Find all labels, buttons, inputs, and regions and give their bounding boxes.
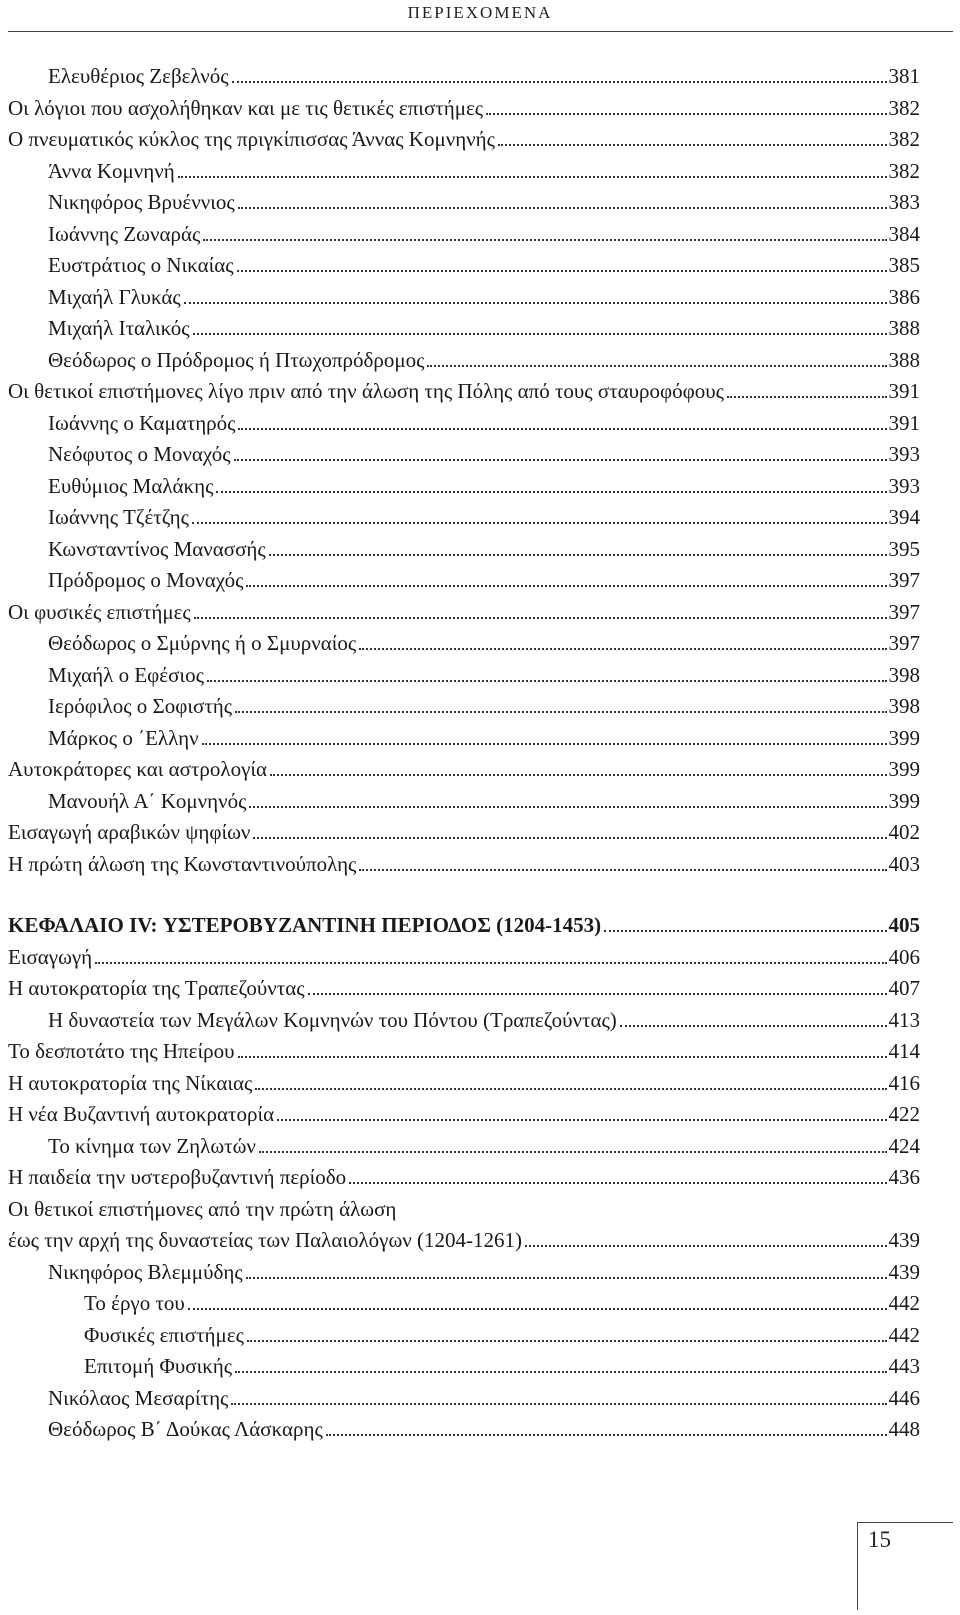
toc-entry [8, 1323, 920, 1355]
toc-entry [8, 1354, 920, 1386]
dot-leader [216, 491, 886, 493]
running-header: ΠΕΡΙΕΧΟΜΕΝΑ [407, 3, 553, 22]
page-number: 15 [868, 1527, 891, 1552]
toc-entry-title: Θεόδωρος ο Πρόδρομος ή Πτωχοπρόδρομος [48, 347, 425, 372]
toc-entry [8, 316, 920, 348]
toc-entry-page: 402 [888, 820, 920, 844]
dot-leader [238, 207, 887, 209]
toc-entry [8, 379, 920, 411]
toc-entry-page: 393 [888, 473, 920, 498]
toc-entry-page: 398 [888, 694, 920, 718]
dot-leader [207, 680, 887, 682]
toc-entry-page: 388 [888, 347, 920, 372]
dot-leader [359, 648, 886, 650]
toc-entry-page: 391 [888, 379, 920, 403]
toc-entry-page: 399 [888, 757, 920, 781]
toc-entry-page: 405 [888, 913, 920, 937]
toc-entry-page: 416 [888, 1070, 920, 1095]
toc-entry [8, 1071, 920, 1103]
dot-leader [349, 1182, 886, 1184]
dot-leader [427, 365, 886, 367]
toc-entry-page: 386 [888, 284, 920, 309]
toc-entry-title: Η πρώτη άλωση της Κωνσταντινούπολης [8, 851, 357, 876]
toc-entry-page: 382 [888, 95, 920, 120]
toc-entry-title: Το έργο του [84, 1291, 185, 1315]
header-rule [8, 31, 953, 32]
dot-leader [255, 1088, 886, 1090]
toc-entry [8, 631, 920, 663]
toc-entry-page: 399 [888, 725, 920, 750]
toc-entry [8, 474, 920, 506]
toc-entry-page: 397 [888, 568, 920, 592]
toc-entry-title: Ευθύμιος Μαλάκης [48, 473, 214, 498]
footer-rule [857, 1522, 953, 1523]
toc-entry-page: 382 [888, 127, 920, 151]
dot-leader [249, 806, 886, 808]
toc-entry [8, 190, 920, 222]
toc-entry-title: Μανουήλ Α΄ Κομνηνός [48, 788, 247, 813]
toc-entry [8, 159, 920, 191]
toc-entry [8, 1039, 920, 1071]
toc-entry-title: Νικηφόρος Βρυέννιος [48, 190, 235, 214]
dot-leader [95, 962, 886, 964]
dot-leader [359, 869, 886, 871]
toc-entry-page: 388 [888, 316, 920, 340]
toc-entry-title: έως την αρχή της δυναστείας των Παλαιολόγων (1204-1261) [8, 1228, 522, 1252]
dot-leader [277, 1119, 886, 1121]
toc-entry [8, 348, 920, 380]
toc-entry-page: 407 [888, 976, 920, 1000]
toc-entry-page: 391 [888, 410, 920, 435]
toc-entry [8, 568, 920, 600]
dot-leader [238, 1056, 887, 1058]
toc-entry-title: Θεόδωρος Β΄ Δούκας Λάσκαρης [48, 1417, 323, 1441]
toc-entry-page: 443 [888, 1354, 920, 1378]
toc-entry [8, 537, 920, 569]
dot-leader [184, 302, 887, 304]
toc-entry-page: 422 [888, 1102, 920, 1126]
toc-entry-title: Οι θετικοί επιστήμονες από την πρώτη άλωση [8, 1196, 397, 1221]
dot-leader [194, 617, 887, 619]
dot-leader [235, 1371, 886, 1373]
dot-leader [203, 239, 886, 241]
dot-leader [192, 522, 887, 524]
toc-entry [8, 976, 920, 1008]
toc-entry-title: Νεόφυτος ο Μοναχός [48, 442, 231, 466]
toc-entry-page: 424 [888, 1133, 920, 1158]
toc-entry-page: 403 [888, 851, 920, 876]
toc-entry-title: Μάρκος ο ΄Ελλην [48, 725, 199, 750]
toc-entry-page: 442 [888, 1291, 920, 1315]
toc-entry-page: 395 [888, 536, 920, 561]
toc-entry-title: Η αυτοκρατορία της Νίκαιας [8, 1070, 253, 1095]
toc-entry [8, 411, 920, 443]
toc-entry-title: Η δυναστεία των Μεγάλων Κομνηνών του Πόντου (Τραπεζούντας) [48, 1007, 617, 1032]
toc-entry-title: Μιχαήλ Γλυκάς [48, 284, 181, 309]
dot-leader [232, 81, 887, 83]
toc-entry [8, 1260, 920, 1292]
toc-entry-title: Οι λόγιοι που ασχολήθηκαν και με τις θετικές επιστήμες [8, 95, 484, 120]
toc-entry [8, 600, 920, 632]
toc-entry [8, 1134, 920, 1166]
toc-entry-page: 442 [888, 1322, 920, 1347]
toc-entry [8, 694, 920, 726]
toc-entry-title: Ιερόφιλος ο Σοφιστής [48, 694, 233, 718]
toc-entry-page: 448 [888, 1417, 920, 1441]
toc-entry [8, 1228, 920, 1260]
toc-entry-title: Η αυτοκρατορία της Τραπεζούντας [8, 976, 305, 1000]
dot-leader [308, 993, 887, 995]
toc-entry [8, 1102, 920, 1134]
toc-entry-title: Μιχαήλ Ιταλικός [48, 316, 190, 340]
toc-entry-title: Η παιδεία την υστεροβυζαντινή περίοδο [8, 1165, 347, 1189]
toc-entry [8, 222, 920, 254]
dot-leader [178, 176, 887, 178]
dot-leader [269, 554, 887, 556]
dot-leader [231, 1403, 886, 1405]
toc-entry [8, 253, 920, 285]
toc-entry-title: Το δεσποτάτο της Ηπείρου [8, 1039, 235, 1063]
toc-entry-page: 397 [888, 631, 920, 655]
dot-leader [188, 1308, 887, 1310]
toc-entry-title: ΚΕΦΑΛΑΙΟ IV: ΥΣΤΕΡΟΒΥΖΑΝΤΙΝΗ ΠΕΡΙΟΔΟΣ (1204-1453) [8, 913, 602, 937]
dot-leader [498, 144, 887, 146]
toc-entry-page: 384 [888, 221, 920, 246]
footer-vertical-rule [857, 1522, 858, 1610]
toc-entry [8, 726, 920, 758]
toc-entry-page: 399 [888, 788, 920, 813]
toc-entry-title: Νικηφόρος Βλεμμύδης [48, 1259, 243, 1284]
toc-entry [8, 945, 920, 977]
toc-entry-title: Ο πνευματικός κύκλος της πριγκίπισσας Άννας Κομνηνής [8, 127, 495, 151]
toc-entry-page: 385 [888, 253, 920, 277]
toc-entry-page: 414 [888, 1039, 920, 1063]
toc-entry-title: Ιωάννης ο Καματηρός [48, 410, 236, 435]
dot-leader [234, 459, 887, 461]
toc-entry-page: 398 [888, 662, 920, 687]
dot-leader [238, 428, 886, 430]
dot-leader [237, 270, 887, 272]
toc-entry [8, 505, 920, 537]
toc-entry-page: 406 [888, 944, 920, 969]
toc-entry-page: 413 [888, 1007, 920, 1032]
dot-leader [246, 1277, 887, 1279]
toc-entry-title: Ευστράτιος ο Νικαίας [48, 253, 234, 277]
table-of-contents [8, 64, 920, 1449]
toc-entry [8, 64, 920, 96]
dot-leader [202, 743, 887, 745]
toc-entry-title: Οι φυσικές επιστήμες [8, 599, 191, 624]
dot-leader [193, 333, 887, 335]
dot-leader [525, 1245, 887, 1247]
toc-entry-title: Θεόδωρος ο Σμύρνης ή ο Σμυρναίος [48, 631, 357, 655]
toc-entry-page: 382 [888, 158, 920, 183]
toc-entry [8, 1291, 920, 1323]
toc-entry [8, 1008, 920, 1040]
toc-entry [8, 127, 920, 159]
toc-entry-page: 439 [888, 1259, 920, 1284]
toc-entry-title: Άννα Κομνηνή [48, 158, 175, 183]
toc-entry [8, 1386, 920, 1418]
toc-entry [8, 789, 920, 821]
dot-leader [259, 1151, 887, 1153]
dot-leader [247, 1340, 887, 1342]
toc-entry-page: 381 [888, 64, 920, 88]
toc-entry-page: 436 [888, 1165, 920, 1189]
toc-entry-title: Εισαγωγή [8, 944, 93, 969]
toc-entry-title: Κωνσταντίνος Μανασσής [48, 536, 266, 561]
toc-entry-title: Επιτομή Φυσικής [84, 1354, 233, 1378]
toc-chapter-heading [8, 913, 920, 945]
toc-entry-title: Μιχαήλ ο Εφέσιος [48, 662, 204, 687]
toc-entry [8, 442, 920, 474]
toc-entry [8, 1417, 920, 1449]
toc-entry [8, 1165, 920, 1197]
toc-entry-title: Εισαγωγή αραβικών ψηφίων [8, 820, 251, 844]
toc-entry [8, 852, 920, 884]
toc-entry-page: 394 [888, 505, 920, 529]
toc-entry-page: 397 [888, 599, 920, 624]
dot-leader [486, 113, 886, 115]
toc-entry-page: 446 [888, 1385, 920, 1410]
toc-entry [8, 285, 920, 317]
toc-entry-page: 383 [888, 190, 920, 214]
toc-entry-page: 439 [888, 1228, 920, 1252]
toc-entry-title: Νικόλαος Μεσαρίτης [48, 1385, 229, 1410]
dot-leader [326, 1434, 887, 1436]
dot-leader [604, 930, 886, 932]
dot-leader [246, 585, 886, 587]
toc-entry-title: Ιωάννης Ζωναράς [48, 221, 201, 246]
toc-entry-title: Ιωάννης Τζέτζης [48, 505, 189, 529]
toc-entry-title: Η νέα Βυζαντινή αυτοκρατορία [8, 1102, 275, 1126]
toc-entry-title: Ελευθέριος Ζεβελνός [48, 64, 229, 88]
toc-entry-page: 393 [888, 442, 920, 466]
toc-entry-title: Φυσικές επιστήμες [84, 1322, 244, 1347]
toc-entry [8, 820, 920, 852]
toc-entry-title: Οι θετικοί επιστήμονες λίγο πριν από την άλωση της Πόλης από τους σταυροφόφους [8, 379, 724, 403]
toc-entry [8, 663, 920, 695]
toc-entry-title: Το κίνημα των Ζηλωτών [48, 1133, 256, 1158]
toc-entry [8, 757, 920, 789]
dot-leader [235, 711, 886, 713]
toc-entry-title: Πρόδρομος ο Μοναχός [48, 568, 244, 592]
dot-leader [727, 396, 887, 398]
dot-leader [620, 1025, 887, 1027]
dot-leader [270, 774, 886, 776]
toc-entry [8, 96, 920, 128]
toc-entry [8, 1197, 920, 1229]
toc-entry-title: Αυτοκράτορες και αστρολογία [8, 757, 268, 781]
dot-leader [253, 837, 886, 839]
